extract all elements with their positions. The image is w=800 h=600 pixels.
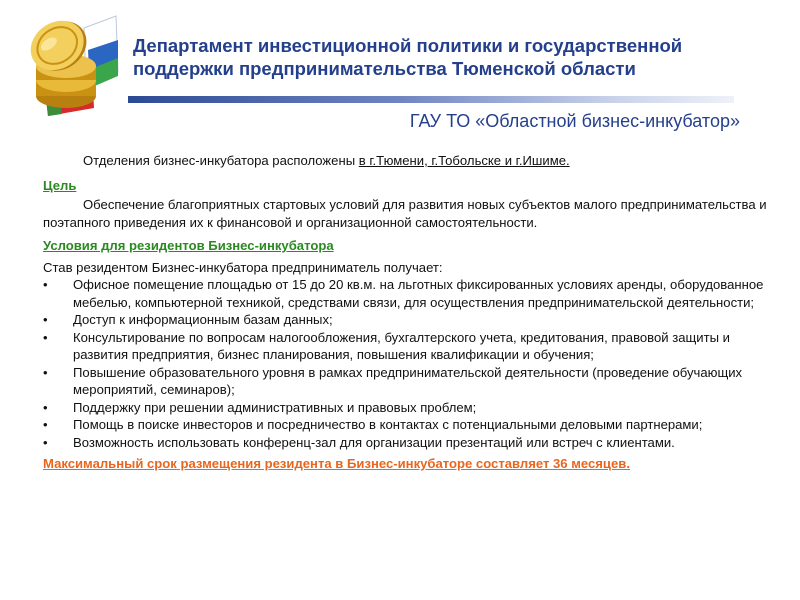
- list-item: [43, 434, 785, 452]
- department-title: Департамент инвестиционной политики и государственной поддержки предпринимательства Тюменской области: [133, 35, 683, 79]
- title-divider: [128, 96, 734, 103]
- incubator-subtitle: ГАУ ТО «Областной бизнес-инкубатор»: [409, 111, 740, 131]
- gold-coins-icon: [21, 10, 96, 108]
- list-item-text: Консультирование по вопросам налогообложения, бухгалтерского учета, кредитования, правовой защиты и развития предприятия, бизнес планирования, повышения квалификации и обучения;: [73, 329, 730, 362]
- list-item-text: Доступ к информационным базам данных;: [73, 312, 333, 327]
- bullet-icon: •: [43, 277, 48, 292]
- list-item: [43, 399, 785, 417]
- bullet-icon: •: [43, 312, 48, 327]
- main-content: [43, 152, 785, 473]
- conditions-intro: Став резидентом Бизнес-инкубатора предприниматель получает:: [43, 259, 443, 275]
- bullet-icon: •: [43, 399, 48, 415]
- bullet-icon: •: [43, 434, 48, 450]
- list-item: [43, 329, 785, 364]
- list-item-text: Повышение образовательного уровня в рамках предпринимательской деятельности (проведение обучающих мероприятий, семинаров);: [73, 364, 743, 397]
- list-item-text: Поддержку при решении административных и правовых проблем;: [73, 399, 477, 415]
- benefits-list: [43, 276, 785, 451]
- list-item: [43, 364, 785, 399]
- goal-heading: Цель: [43, 177, 77, 193]
- intro-locations: в г.Тюмени, г.Тобольске и г.Ишиме.: [358, 153, 570, 168]
- list-item-text: Офисное помещение площадью от 15 до 20 кв.м. на льготных фиксированных условиях аренды, оборудованное мебелью, компьютерной техникой, средствами связи, для осуществления предпринимательской деятельности;: [73, 277, 764, 310]
- bullet-icon: •: [43, 417, 48, 432]
- intro-paragraph: [43, 152, 785, 170]
- bullet-icon: •: [43, 329, 48, 345]
- bullet-icon: •: [43, 364, 48, 380]
- conditions-heading: Условия для резидентов Бизнес-инкубатора: [43, 238, 334, 253]
- list-item-text: Возможность использовать конференц-зал для организации презентаций или встреч с клиентами.: [73, 434, 675, 450]
- coins-flag-logo: [14, 10, 122, 120]
- max-term-note: Максимальный срок размещения резидента в Бизнес-инкубаторе составляет 36 месяцев.: [43, 456, 630, 471]
- goal-text: Обеспечение благоприятных стартовых условий для развития новых субъектов малого предпринимательства и поэтапного приведения их к финансовой и организационной самостоятельности.: [43, 197, 767, 230]
- list-item-text: Помощь в поиске инвесторов и посредничество в контактах с потенциальными деловыми партнерами;: [73, 417, 703, 432]
- list-item: [43, 416, 785, 434]
- intro-text: Отделения бизнес-инкубатора расположены: [83, 153, 359, 168]
- list-item: [43, 311, 785, 329]
- list-item: [43, 276, 785, 311]
